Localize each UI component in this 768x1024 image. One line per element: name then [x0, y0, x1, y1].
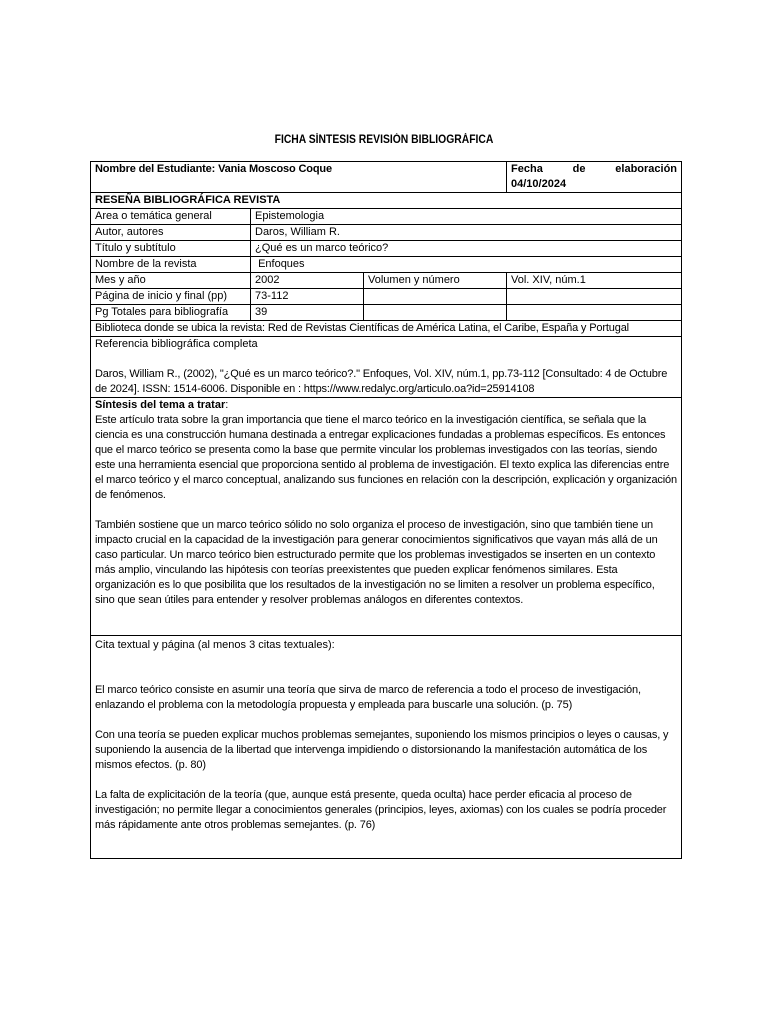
- biblioteca-text: Biblioteca donde se ubica la revista: Red de Revistas Científicas de América Latina, el Caribe, España y Portugal: [91, 321, 682, 337]
- row-sintesis: [91, 398, 682, 636]
- cita-3: La falta de explicitación de la teoría (que, aunque está presente, queda oculta) hace perder eficacia al proceso de investigación; no permite llegar a conocimientos generales (principios, leyes, axiomas) con los cuales se podría proceder más rápidamente ante otros problemas semejantes. (p. 76): [95, 789, 667, 831]
- spacer: [95, 668, 677, 683]
- spacer: [95, 503, 677, 518]
- referencia-cell: [91, 337, 682, 398]
- student-name: Nombre del Estudiante: Vania Moscoso Coque: [95, 163, 332, 175]
- sintesis-label: Síntesis del tema a tratar: [95, 399, 226, 411]
- row-referencia: [91, 337, 682, 398]
- spacer: [95, 713, 677, 728]
- row-autor: [91, 225, 682, 241]
- citas-cell: [91, 636, 682, 859]
- referencia-label: Referencia bibliográfica completa: [95, 338, 258, 350]
- pg-label: Pg Totales para bibliografía: [91, 305, 251, 321]
- titulo-value: ¿Qué es un marco teórico?: [251, 241, 682, 257]
- empty-cell: [507, 289, 682, 305]
- pagina-value: 73-112: [251, 289, 364, 305]
- section-title: RESEÑA BIBLIOGRÁFICA REVISTA: [91, 193, 682, 209]
- date-label: Fecha de elaboración: [511, 163, 678, 175]
- sintesis-colon: :: [225, 399, 229, 411]
- sintesis-paragraph-1: Este artículo trata sobre la gran importancia que tiene el marco teórico en la investigación científica, se señala que la ciencia es una construcción humana destinada a entregar explicaciones fundadas a problemas específicos. Es entonces que el marco teórico se presenta como la base que permite vincular los problemas investigados con las teorías, siendo este una herramienta esencial que proporciona sentido al problema de investigación. El texto explica las diferencias entre el marco teórico y el marco conceptual, analizando sus funciones en relación con la descripción, explicación y organización de fenómenos.: [95, 414, 677, 501]
- pagina-label: Página de inicio y final (pp): [91, 289, 251, 305]
- row-pg-totales: [91, 305, 682, 321]
- empty-cell: [364, 289, 507, 305]
- spacer: [95, 653, 677, 668]
- revista-value: [251, 257, 682, 273]
- date-cell: [507, 162, 682, 193]
- revista-label: Nombre de la revista: [91, 257, 251, 273]
- sintesis-cell: [91, 398, 682, 636]
- bibliographic-form-table: [90, 161, 682, 859]
- area-value: Epistemologia: [251, 209, 682, 225]
- row-titulo: [91, 241, 682, 257]
- date-value: 04/10/2024: [511, 178, 567, 190]
- volumen-value: Vol. XIV, núm.1: [507, 273, 682, 289]
- cita-2: Con una teoría se pueden explicar muchos problemas semejantes, suponiendo los mismos principios o leyes o causas, y suponiendo la ausencia de la libertad que intervenga impidiendo o distorsionando la manifestación automática de los mismos efectos. (p. 80): [95, 729, 669, 771]
- row-mes: [91, 273, 682, 289]
- referencia-text: Daros, William R., (2002), "¿Qué es un marco teórico?." Enfoques, Vol. XIV, núm.1, pp.73-112 [Consultado: 4 de Octubre de 2024]. ISSN: 1514-6006. Disponible en : https://www.redalyc.org/articulo.oa?id=25914108: [95, 368, 668, 395]
- cita-1: El marco teórico consiste en asumir una teoría que sirva de marco de referencia a todo el proceso de investigación, enlazando el problema con la metodología propuesta y empleada para buscarle una solución. (p. 75): [95, 684, 641, 711]
- student-name-cell: [91, 162, 507, 193]
- autor-value: Daros, William R.: [251, 225, 682, 241]
- section-title-row: [91, 193, 682, 209]
- autor-label: Autor, autores: [91, 225, 251, 241]
- pg-value: 39: [251, 305, 364, 321]
- citas-label: Cita textual y página (al menos 3 citas textuales):: [95, 639, 335, 651]
- row-citas: [91, 636, 682, 859]
- page-title: FICHA SÍNTESIS REVISIÓN BIBLIOGRÁFICA: [274, 134, 494, 146]
- empty-cell: [364, 305, 507, 321]
- row-biblioteca: [91, 321, 682, 337]
- volumen-label: Volumen y número: [364, 273, 507, 289]
- titulo-label: Título y subtítulo: [91, 241, 251, 257]
- row-area: [91, 209, 682, 225]
- row-revista: [91, 257, 682, 273]
- revista-value-text: Enfoques: [258, 258, 305, 270]
- spacer: [95, 352, 677, 367]
- mes-value: 2002: [251, 273, 364, 289]
- mes-label: Mes y año: [91, 273, 251, 289]
- sintesis-heading: [95, 398, 677, 413]
- spacer: [95, 773, 677, 788]
- area-label: Area o temática general: [91, 209, 251, 225]
- empty-cell: [507, 305, 682, 321]
- header-row: [91, 162, 682, 193]
- row-pagina: [91, 289, 682, 305]
- sintesis-paragraph-2: También sostiene que un marco teórico sólido no solo organiza el proceso de investigación, sino que también tiene un impacto crucial en la capacidad de la investigación para generar conocimientos significativos que vayan más allá de un caso particular. Un marco teórico bien estructurado permite que los problemas investigados se inserten en un contexto más amplio, vinculando las hipótesis con teorías preexistentes que pueden explicar fenómenos similares. Esta organización es lo que posibilita que los resultados de la investigación no se limiten a resolver un problema específico, sino que sean útiles para entender y resolver problemas análogos en diferentes contextos.: [95, 519, 658, 606]
